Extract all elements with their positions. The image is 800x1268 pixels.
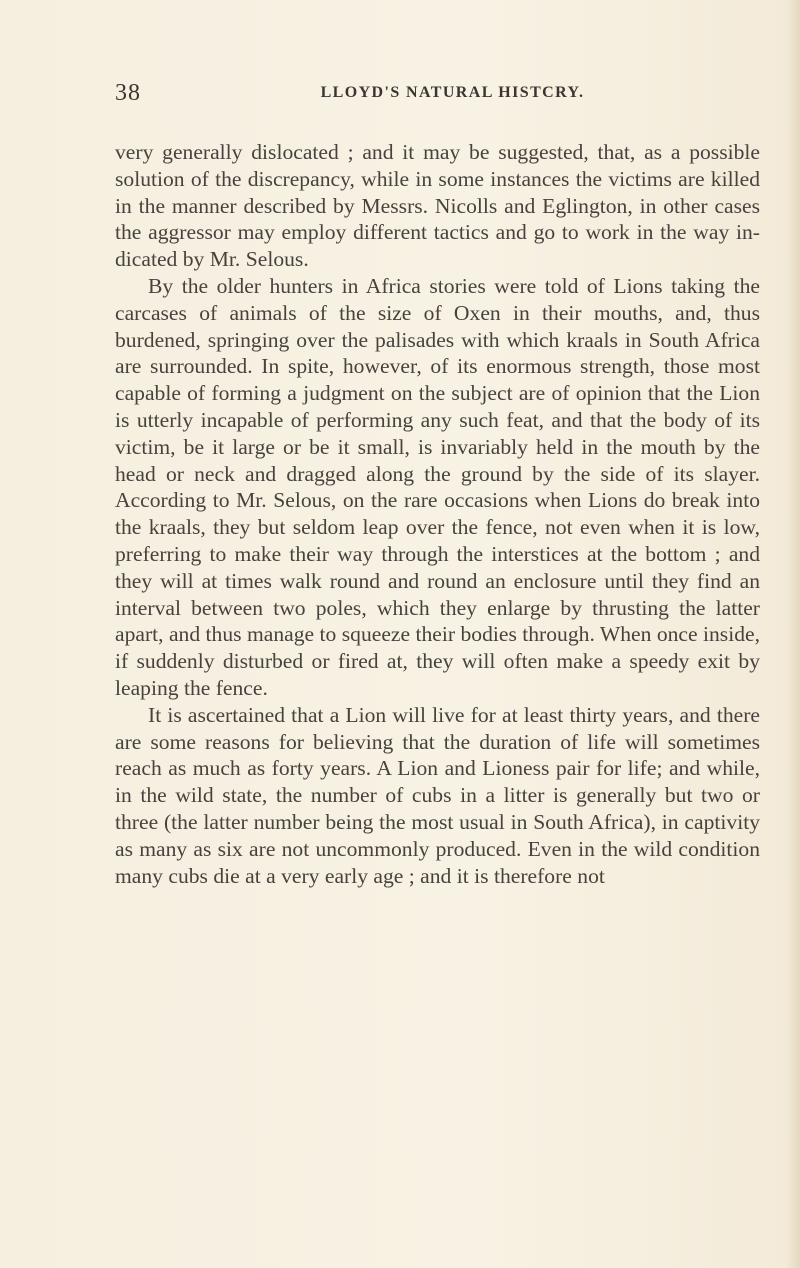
paragraph: By the older hunters in Africa stories were told of Lions taking the carcases of animals of the size of Oxen in their mouths, and, thus burdened, springing over the palisades with which kraals in South Africa are surrounded. In spite, however, of its enormous strength, those most capable of forming a judgment on the subject are of opinion that the Lion is utterly incapable of performing any such feat, and that the body of its victim, be it large or be it small, is invariably held in the mouth by the head or neck and dragged along the ground by the side of its slayer. According to Mr. Selous, on the rare occasions when Lions do break into the kraals, they but seldom leap over the fence, not even when it is low, preferring to make their way through the interstices at the bottom ; and they will at times walk round and round an enclosure until they find an interval between two poles, which they enlarge by thrusting the latter apart, and thus manage to squeeze their bodies through. When once inside, if suddenly disturbed or fired at, they will often make a speedy exit by leaping the fence. [115,273,760,700]
body-text [115,139,760,889]
page-number: 38 [115,80,141,106]
paragraph: It is ascertained that a Lion will live for at least thirty years, and there are some reasons for believing that the duration of life will sometimes reach as much as forty years. A Lion and Lioness pair for life; and while, in the wild state, the number of cubs in a litter is generally but two or three (the latter number being the most usual in South Africa), in captivity as many as six are not uncommonly produced. Even in the wild condition many cubs die at a very early age ; and it is therefore not [115,702,760,888]
page-edge-shading [786,0,800,1268]
running-head [115,80,760,110]
paragraph: very generally dislocated ; and it may be suggested, that, as a possible solution of the discrepancy, while in some instances the victims are killed in the manner described by Messrs. Nicolls and Eglington, in other cases the aggressor may employ different tactics and go to work in the way indicated by Mr. Selous. [115,140,760,272]
running-title: LLOYD'S NATURAL HISTCRY. [320,84,585,101]
